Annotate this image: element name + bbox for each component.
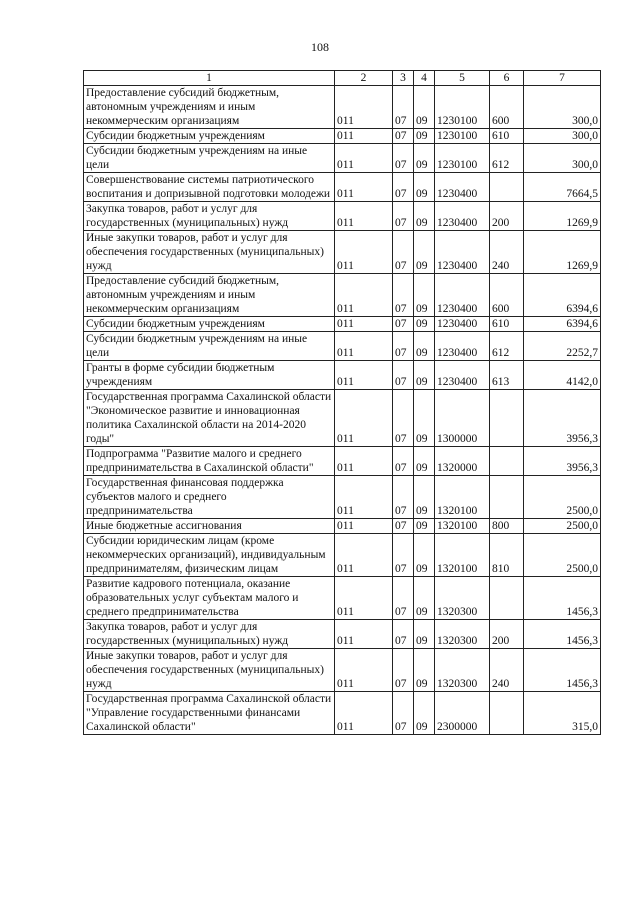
row-expense-type-cell: 610 [490, 317, 524, 332]
table-row [84, 620, 601, 649]
budget-table [83, 70, 601, 735]
row-expense-type-cell: 600 [490, 274, 524, 317]
row-code-cell: 011 [335, 129, 393, 144]
row-code-cell: 011 [335, 231, 393, 274]
row-target-article-cell: 1320100 [435, 519, 490, 534]
header-cell: 5 [435, 71, 490, 86]
row-subsection-cell: 09 [414, 332, 435, 361]
row-amount-cell: 1456,3 [524, 649, 601, 692]
row-section-cell: 07 [393, 620, 414, 649]
row-code-cell: 011 [335, 202, 393, 231]
row-name-cell: Гранты в форме субсидии бюджетным учреждениям [84, 361, 335, 390]
row-name-cell: Развитие кадрового потенциала, оказание образовательных услуг субъектам малого и среднего предпринимательства [84, 577, 335, 620]
header-cell: 6 [490, 71, 524, 86]
header-cell: 2 [335, 71, 393, 86]
row-amount-cell: 315,0 [524, 692, 601, 735]
row-section-cell: 07 [393, 447, 414, 476]
row-expense-type-cell: 800 [490, 519, 524, 534]
row-expense-type-cell [490, 447, 524, 476]
row-amount-cell: 6394,6 [524, 274, 601, 317]
table-row [84, 447, 601, 476]
row-section-cell: 07 [393, 692, 414, 735]
header-row [84, 71, 601, 86]
row-expense-type-cell: 613 [490, 361, 524, 390]
row-target-article-cell: 1230400 [435, 274, 490, 317]
table-row [84, 129, 601, 144]
row-amount-cell: 300,0 [524, 86, 601, 129]
row-subsection-cell: 09 [414, 649, 435, 692]
row-section-cell: 07 [393, 476, 414, 519]
row-code-cell: 011 [335, 476, 393, 519]
row-code-cell: 011 [335, 649, 393, 692]
table-body [84, 86, 601, 735]
row-subsection-cell: 09 [414, 274, 435, 317]
row-name-cell: Предоставление субсидий бюджетным, автономным учреждениям и иным некоммерческим организациям [84, 86, 335, 129]
row-name-cell: Иные закупки товаров, работ и услуг для обеспечения государственных (муниципальных) нужд [84, 231, 335, 274]
row-section-cell: 07 [393, 231, 414, 274]
row-section-cell: 07 [393, 649, 414, 692]
row-expense-type-cell [490, 390, 524, 447]
row-section-cell: 07 [393, 361, 414, 390]
table-row [84, 692, 601, 735]
row-code-cell: 011 [335, 86, 393, 129]
row-expense-type-cell: 200 [490, 620, 524, 649]
row-section-cell: 07 [393, 173, 414, 202]
row-subsection-cell: 09 [414, 447, 435, 476]
row-section-cell: 07 [393, 274, 414, 317]
row-target-article-cell: 1230100 [435, 129, 490, 144]
table-row [84, 361, 601, 390]
table-row [84, 476, 601, 519]
row-expense-type-cell [490, 577, 524, 620]
table-row [84, 274, 601, 317]
row-expense-type-cell: 810 [490, 534, 524, 577]
row-target-article-cell: 1230100 [435, 86, 490, 129]
row-target-article-cell: 1300000 [435, 390, 490, 447]
row-code-cell: 011 [335, 332, 393, 361]
row-subsection-cell: 09 [414, 476, 435, 519]
row-subsection-cell: 09 [414, 620, 435, 649]
row-expense-type-cell: 600 [490, 86, 524, 129]
row-name-cell: Предоставление субсидий бюджетным, автономным учреждениям и иным некоммерческим организациям [84, 274, 335, 317]
row-amount-cell: 2500,0 [524, 476, 601, 519]
row-expense-type-cell [490, 173, 524, 202]
row-amount-cell: 1269,9 [524, 231, 601, 274]
row-code-cell: 011 [335, 577, 393, 620]
table-row [84, 534, 601, 577]
table-row [84, 173, 601, 202]
row-subsection-cell: 09 [414, 86, 435, 129]
row-target-article-cell: 1320300 [435, 577, 490, 620]
row-expense-type-cell: 240 [490, 231, 524, 274]
row-expense-type-cell [490, 692, 524, 735]
row-target-article-cell: 1230400 [435, 231, 490, 274]
row-expense-type-cell: 240 [490, 649, 524, 692]
row-target-article-cell: 1320300 [435, 649, 490, 692]
row-code-cell: 011 [335, 390, 393, 447]
row-name-cell: Субсидии бюджетным учреждениям на иные цели [84, 144, 335, 173]
row-name-cell: Государственная программа Сахалинской области "Управление государственными финансами Сахалинской области" [84, 692, 335, 735]
table-row [84, 577, 601, 620]
row-target-article-cell: 1320100 [435, 476, 490, 519]
row-section-cell: 07 [393, 202, 414, 231]
row-target-article-cell: 1320100 [435, 534, 490, 577]
row-amount-cell: 2500,0 [524, 534, 601, 577]
row-name-cell: Иные бюджетные ассигнования [84, 519, 335, 534]
row-subsection-cell: 09 [414, 519, 435, 534]
header-cell: 4 [414, 71, 435, 86]
row-subsection-cell: 09 [414, 144, 435, 173]
row-target-article-cell: 1230400 [435, 332, 490, 361]
table-row [84, 390, 601, 447]
row-amount-cell: 300,0 [524, 129, 601, 144]
page-number: 108 [311, 40, 329, 54]
row-target-article-cell: 1230400 [435, 173, 490, 202]
row-name-cell: Подпрограмма "Развитие малого и среднего предпринимательства в Сахалинской области" [84, 447, 335, 476]
row-target-article-cell: 1230400 [435, 361, 490, 390]
table-row [84, 519, 601, 534]
row-code-cell: 011 [335, 620, 393, 649]
row-name-cell: Субсидии бюджетным учреждениям [84, 317, 335, 332]
row-subsection-cell: 09 [414, 390, 435, 447]
row-amount-cell: 6394,6 [524, 317, 601, 332]
row-expense-type-cell: 612 [490, 144, 524, 173]
row-section-cell: 07 [393, 332, 414, 361]
row-name-cell: Совершенствование системы патриотического воспитания и допризывной подготовки молодежи [84, 173, 335, 202]
row-section-cell: 07 [393, 534, 414, 577]
row-amount-cell: 3956,3 [524, 447, 601, 476]
row-name-cell: Иные закупки товаров, работ и услуг для обеспечения государственных (муниципальных) нужд [84, 649, 335, 692]
table-row [84, 202, 601, 231]
row-section-cell: 07 [393, 144, 414, 173]
row-code-cell: 011 [335, 534, 393, 577]
row-section-cell: 07 [393, 317, 414, 332]
header-cell: 3 [393, 71, 414, 86]
row-expense-type-cell: 612 [490, 332, 524, 361]
row-amount-cell: 3956,3 [524, 390, 601, 447]
row-subsection-cell: 09 [414, 317, 435, 332]
row-subsection-cell: 09 [414, 231, 435, 274]
row-code-cell: 011 [335, 317, 393, 332]
row-subsection-cell: 09 [414, 361, 435, 390]
row-target-article-cell: 1320300 [435, 620, 490, 649]
table-row [84, 317, 601, 332]
row-expense-type-cell: 200 [490, 202, 524, 231]
header-cell: 1 [84, 71, 335, 86]
row-section-cell: 07 [393, 577, 414, 620]
row-name-cell: Субсидии бюджетным учреждениям [84, 129, 335, 144]
row-section-cell: 07 [393, 86, 414, 129]
row-subsection-cell: 09 [414, 692, 435, 735]
row-code-cell: 011 [335, 173, 393, 202]
row-code-cell: 011 [335, 519, 393, 534]
row-name-cell: Субсидии юридическим лицам (кроме некоммерческих организаций), индивидуальным предпринимателям, физическим лицам [84, 534, 335, 577]
table-row [84, 649, 601, 692]
table-row [84, 332, 601, 361]
table-row [84, 144, 601, 173]
table-row [84, 231, 601, 274]
row-target-article-cell: 1230100 [435, 144, 490, 173]
row-name-cell: Государственная программа Сахалинской области "Экономическое развитие и инновационная политика Сахалинской области на 2014-2020 годы" [84, 390, 335, 447]
row-section-cell: 07 [393, 129, 414, 144]
row-name-cell: Закупка товаров, работ и услуг для государственных (муниципальных) нужд [84, 202, 335, 231]
row-amount-cell: 7664,5 [524, 173, 601, 202]
row-amount-cell: 300,0 [524, 144, 601, 173]
row-code-cell: 011 [335, 361, 393, 390]
table-row [84, 86, 601, 129]
row-name-cell: Субсидии бюджетным учреждениям на иные цели [84, 332, 335, 361]
row-target-article-cell: 1230400 [435, 317, 490, 332]
row-subsection-cell: 09 [414, 577, 435, 620]
header-cell: 7 [524, 71, 601, 86]
row-subsection-cell: 09 [414, 534, 435, 577]
row-target-article-cell: 2300000 [435, 692, 490, 735]
row-subsection-cell: 09 [414, 202, 435, 231]
row-amount-cell: 1269,9 [524, 202, 601, 231]
row-subsection-cell: 09 [414, 173, 435, 202]
row-target-article-cell: 1320000 [435, 447, 490, 476]
row-name-cell: Закупка товаров, работ и услуг для государственных (муниципальных) нужд [84, 620, 335, 649]
row-code-cell: 011 [335, 447, 393, 476]
row-target-article-cell: 1230400 [435, 202, 490, 231]
row-amount-cell: 1456,3 [524, 577, 601, 620]
row-expense-type-cell [490, 476, 524, 519]
row-subsection-cell: 09 [414, 129, 435, 144]
row-expense-type-cell: 610 [490, 129, 524, 144]
row-code-cell: 011 [335, 692, 393, 735]
row-name-cell: Государственная финансовая поддержка субъектов малого и среднего предпринимательства [84, 476, 335, 519]
row-section-cell: 07 [393, 519, 414, 534]
row-amount-cell: 2252,7 [524, 332, 601, 361]
row-amount-cell: 2500,0 [524, 519, 601, 534]
row-code-cell: 011 [335, 274, 393, 317]
row-section-cell: 07 [393, 390, 414, 447]
row-code-cell: 011 [335, 144, 393, 173]
row-amount-cell: 4142,0 [524, 361, 601, 390]
row-amount-cell: 1456,3 [524, 620, 601, 649]
